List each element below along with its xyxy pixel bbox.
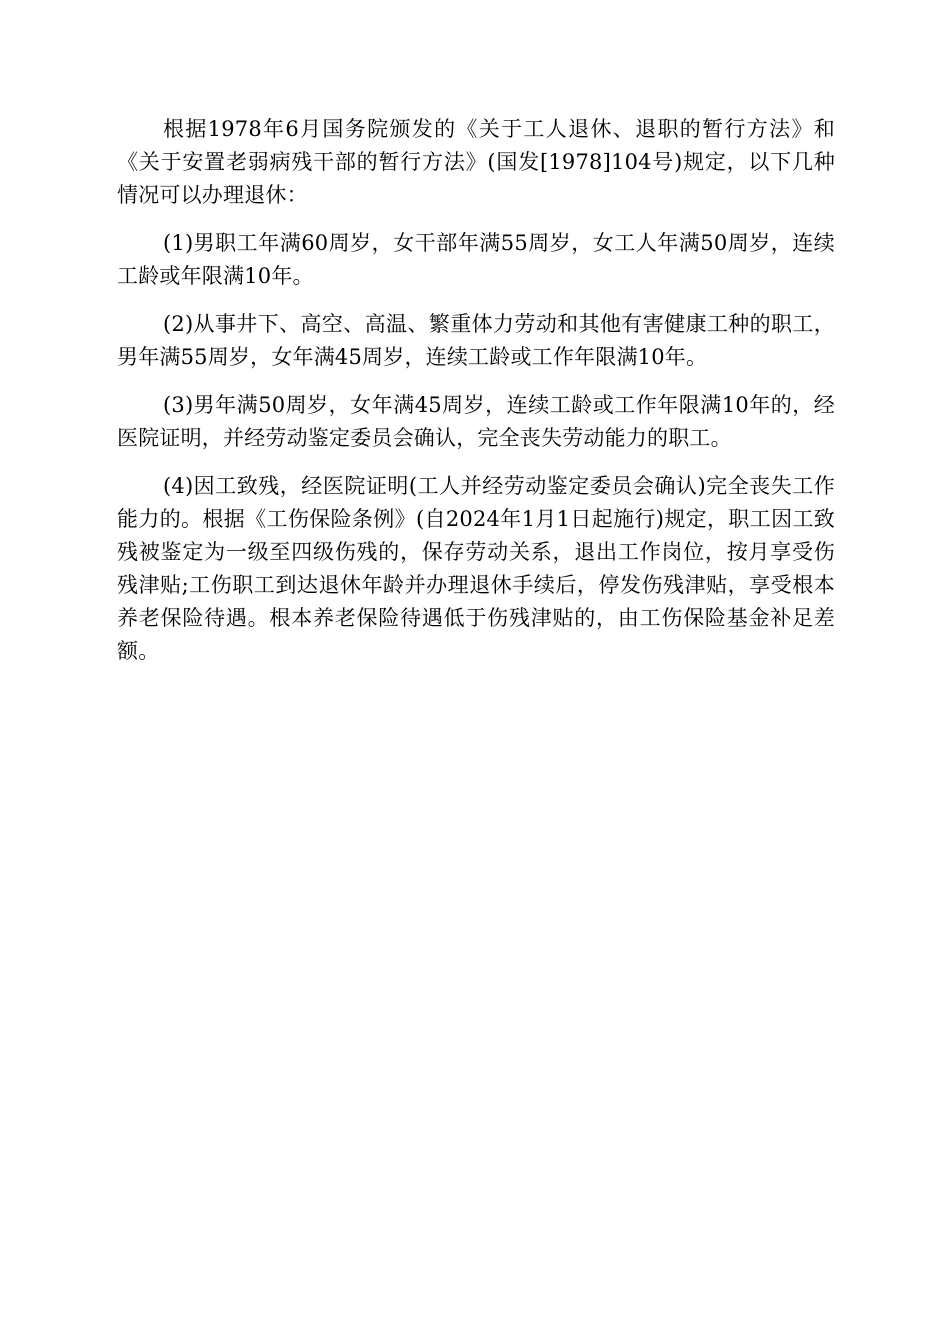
condition-4-paragraph: (4)因工致残，经医院证明(工人并经劳动鉴定委员会确认)完全丧失工作能力的。根据《工伤保险条例》(自2024年1月1日起施行)规定，职工因工致残被鉴定为一级至四级伤残的，保存劳动关系，退出工作岗位，按月享受伤残津贴;工伤职工到达退休年龄并办理退休手续后，停发伤残津贴，享受根本养老保险待遇。根本养老保险待遇低于伤残津贴的，由工伤保险基金补足差额。 bbox=[117, 474, 835, 663]
condition-3-paragraph: (3)男年满50周岁，女年满45周岁，连续工龄或工作年限满10年的，经医院证明，并经劳动鉴定委员会确认，完全丧失劳动能力的职工。 bbox=[117, 393, 835, 450]
document-body bbox=[117, 113, 835, 683]
condition-2-paragraph: (2)从事井下、高空、高温、繁重体力劳动和其他有害健康工种的职工，男年满55周岁，女年满45周岁，连续工龄或工作年限满10年。 bbox=[117, 312, 835, 369]
condition-1-paragraph: (1)男职工年满60周岁，女干部年满55周岁，女工人年满50周岁，连续工龄或年限满10年。 bbox=[117, 231, 835, 288]
intro-paragraph: 根据1978年6月国务院颁发的《关于工人退休、退职的暂行方法》和《关于安置老弱病残干部的暂行方法》(国发[1978]104号)规定，以下几种情况可以办理退休： bbox=[117, 117, 835, 207]
